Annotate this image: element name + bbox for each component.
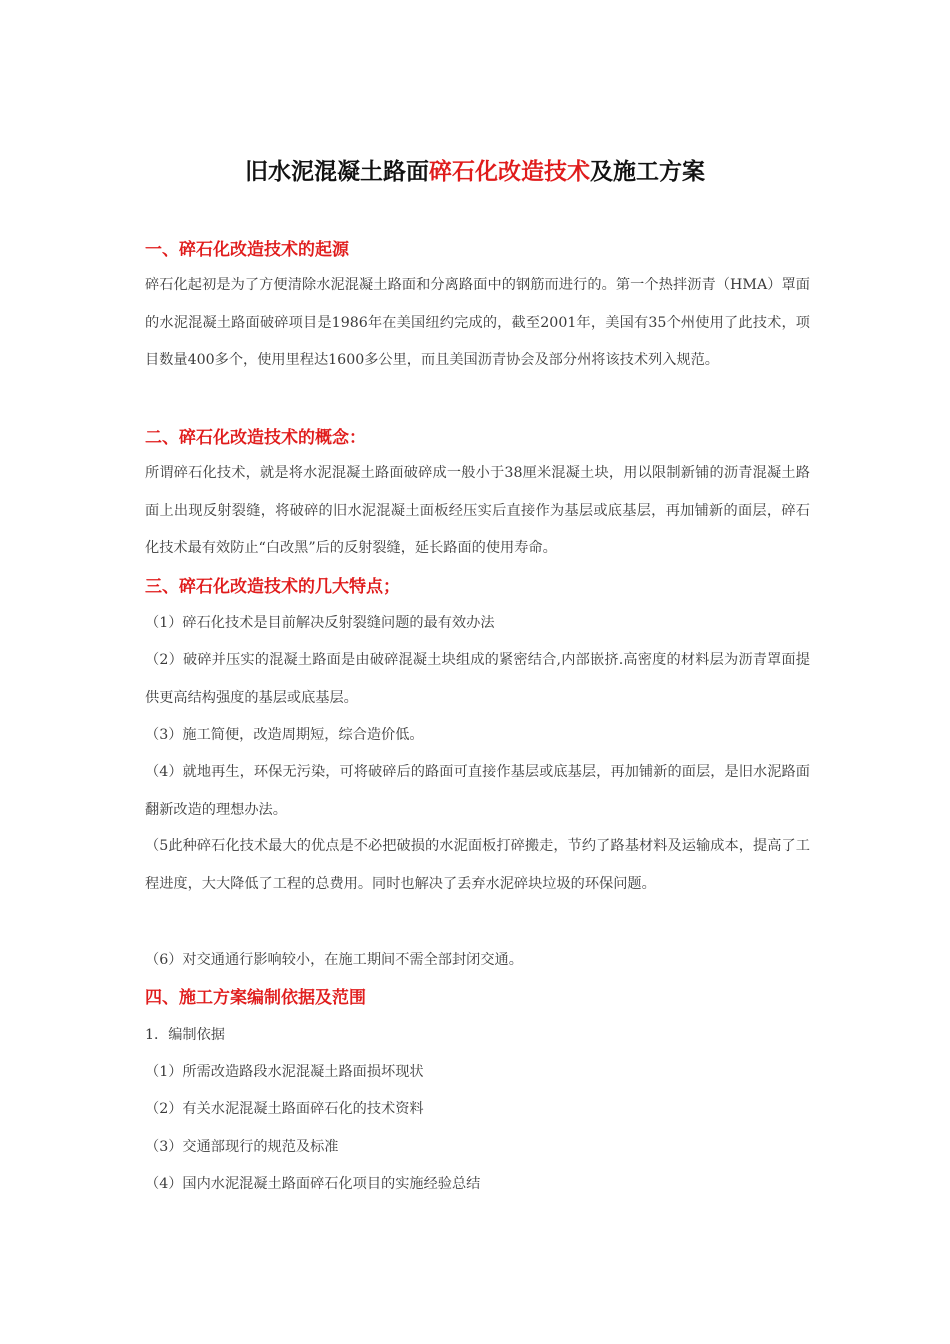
document-title	[0, 156, 950, 188]
section-1-heading: 一、碎石化改造技术的起源	[145, 240, 349, 260]
section-3-item-1: （1）碎石化技术是目前解决反射裂缝问题的最有效办法	[145, 615, 495, 631]
section-3-item-6: （6）对交通通行影响较小，在施工期间不需全部封闭交通。	[145, 952, 523, 968]
title-suffix: 及施工方案	[590, 159, 705, 185]
section-4-item-2: （2）有关水泥混凝土路面碎石化的技术资料	[145, 1101, 424, 1117]
section-4-item-3: （3）交通部现行的规范及标准	[145, 1139, 339, 1155]
section-2-body: 所谓碎石化技术，就是将水泥混凝土路面破碎成一般小于38厘米混凝土块，用以限制新铺的沥青混凝土路面上出现反射裂缝，将破碎的旧水泥混凝土面板经压实后直接作为基层或底基层，再加铺新的面层，碎石化技术最有效防止“白改黑”后的反射裂缝，延长路面的使用寿命。	[145, 465, 810, 556]
section-4-item-4: （4）国内水泥混凝土路面碎石化项目的实施经验总结	[145, 1176, 481, 1192]
title-prefix: 旧水泥混凝土路面	[245, 159, 429, 185]
section-3-item-3: （3）施工简便，改造周期短，综合造价低。	[145, 727, 424, 743]
section-1-body: 碎石化起初是为了方便清除水泥混凝土路面和分离路面中的钢筋而进行的。第一个热拌沥青（HMA）罩面的水泥混凝土路面破碎项目是1986年在美国纽约完成的，截至2001年，美国有35个州使用了此技术，项目数量400多个，使用里程达1600多公里，而且美国沥青协会及部分州将该技术列入规范。	[145, 277, 810, 368]
section-4-item-1: （1）所需改造路段水泥混凝土路面损坏现状	[145, 1064, 424, 1080]
section-4-heading: 四、施工方案编制依据及范围	[145, 988, 366, 1008]
section-3-item-5: （5此种碎石化技术最大的优点是不必把破损的水泥面板打碎搬走，节约了路基材料及运输成本，提高了工程进度，大大降低了工程的总费用。同时也解决了丢弃水泥碎块垃圾的环保问题。	[145, 838, 810, 892]
section-3-heading: 三、碎石化改造技术的几大特点；	[145, 577, 400, 597]
title-highlight: 碎石化改造技术	[429, 159, 590, 185]
section-3-item-4: （4）就地再生，环保无污染，可将破碎后的路面可直接作基层或底基层，再加铺新的面层，是旧水泥路面翻新改造的理想办法。	[145, 764, 810, 818]
section-3-item-2: （2）破碎并压实的混凝土路面是由破碎混凝土块组成的紧密结合,内部嵌挤.高密度的材料层为沥青罩面提供更高结构强度的基层或底基层。	[145, 652, 810, 706]
section-4-subheading: 1．编制依据	[145, 1027, 225, 1043]
section-2-heading: 二、碎石化改造技术的概念：	[145, 428, 366, 448]
